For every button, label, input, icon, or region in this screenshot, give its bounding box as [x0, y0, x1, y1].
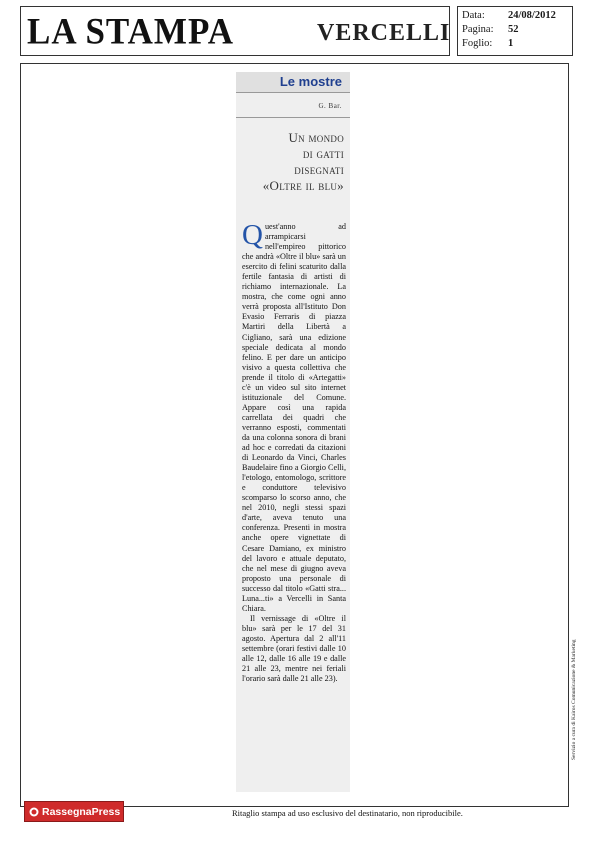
footer-disclaimer: Ritaglio stampa ad uso esclusivo del destinatario, non riproducibile.: [232, 808, 463, 818]
date-row: [462, 10, 556, 21]
logo-text: RassegnaPress: [42, 805, 121, 818]
newspaper-title: LA STAMPA: [27, 11, 235, 52]
page-label: Pagina:: [462, 24, 494, 35]
sheet-row: [462, 38, 513, 49]
newspaper-edition: VERCELLI: [317, 20, 451, 46]
byline: G. Bar.: [318, 102, 342, 110]
article-paragraph-2: Il vernissage di «Oltre il blu» sarà per le 17 del 31 agosto. Apertura dal 2 all'11 settembre (orari festivi dalle 10 alle 12, dalle 16 alle 19 e dalle 21 alle 23, mentre nei feriali l'orario sarà dalle 21 alle 23).: [242, 613, 346, 684]
masthead: [20, 6, 450, 56]
section-label: Le mostre: [236, 72, 350, 92]
clipping-metadata: [457, 6, 573, 56]
page-row: [462, 24, 519, 35]
page-value: 52: [508, 24, 519, 35]
service-credit: Servizio a cura di Kairos Comunicazione & Marketing: [571, 639, 577, 760]
date-value: 24/08/2012: [508, 10, 556, 21]
article-paragraph-1: [242, 219, 346, 614]
headline-line-4: «Oltre il blu»: [262, 178, 344, 193]
headline-line-2: di gatti: [302, 146, 344, 161]
page-header: [20, 6, 573, 56]
headline-line-1: Un mondo: [288, 130, 344, 145]
article-body: [242, 219, 346, 684]
paragraph-1-text: uest'anno ad arrampicarsi nell'empireo pittorico che andrà «Oltre il blu» sarà un esercito di felini scaturito dalla fertile fantasia di artisti di richiamo internazionale. La mostra, che come ogni anno verrà proposta all'Istituto Don Evasio Ferraris di piazza Martiri della Libertà a Cigliano, sarà una edizione speciale dedicata al mondo felino. E per dare un anticipo visivo a questa collettiva che prende il titolo di «Artegatti» c'è un video sul sito internet istituzionale del Comune. Appare così una rapida carrellata dei quadri che verranno esposti, commentati da una colonna sonora di brani ad hoc e corredati da citazioni di Leonardo da Vinci, Charles Baudelaire fino a Giorgio Celli, l'etologo, entomologo, scrittore e conduttore televisivo scomparso lo scorso anno, che nel 2010, negli stessi spazi d'arte, aveva tenuto una conferenza. Presenti in mostra anche opere vignettate di Cesare Damiano, ex ministro del lavoro e attuale deputato, che nel mese di giugno aveva proposto una personale di successo dal titolo «Gatti stra... Luna...ti» a Vercelli in Santa Chiara.: [242, 222, 346, 613]
article-headline: [236, 130, 344, 194]
date-label: Data:: [462, 10, 485, 21]
section-divider: [236, 92, 350, 93]
sheet-value: 1: [508, 38, 514, 49]
rassegnapress-logo: [24, 801, 124, 822]
drop-cap: Q: [242, 219, 263, 251]
headline-line-3: disegnati: [294, 162, 344, 177]
logo-mark-icon: [29, 807, 39, 817]
sheet-label: Foglio:: [462, 38, 493, 49]
headline-divider: [236, 117, 350, 118]
